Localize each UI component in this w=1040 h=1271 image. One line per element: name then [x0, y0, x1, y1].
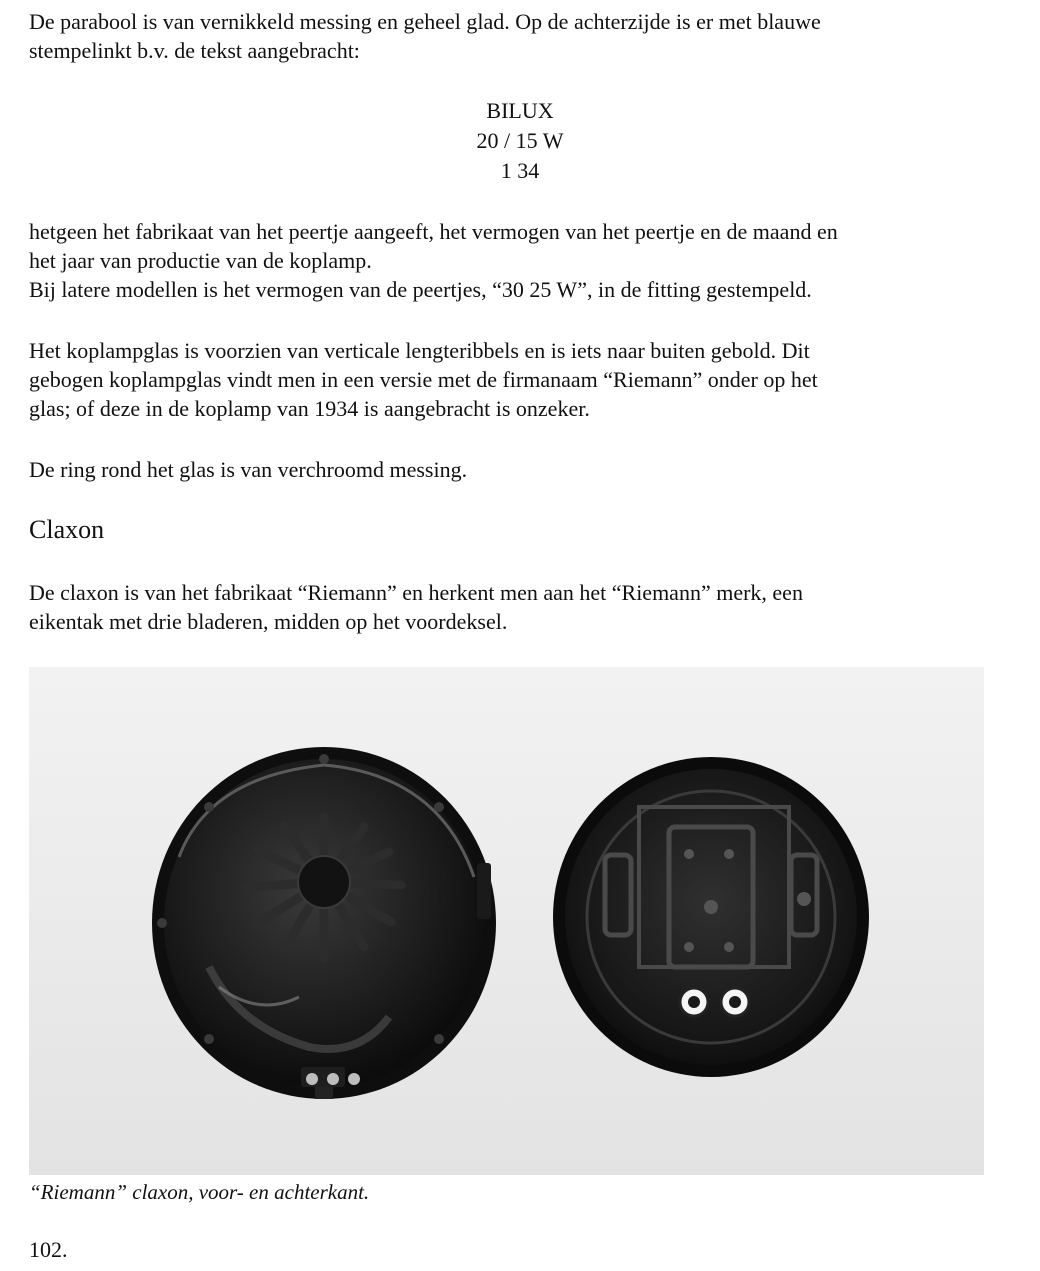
- stamp-date: 1 34: [500, 158, 540, 183]
- horn-photo-drawing: [29, 667, 984, 1175]
- text-line: hetgeen het fabrikaat van het peertje aangeeft, het vermogen van het peertje en de maand en: [29, 219, 838, 244]
- text-line: De claxon is van het fabrikaat “Riemann” en herkent men aan het “Riemann” merk, een: [29, 580, 803, 605]
- paragraph-claxon: [29, 578, 1019, 636]
- text-line: eikentak met drie bladeren, midden op het voordeksel.: [29, 609, 508, 634]
- stamp-text-block: [0, 96, 1040, 186]
- paragraph-ring: [29, 455, 1019, 484]
- horn-photo: [29, 667, 984, 1175]
- text-line: stempelinkt b.v. de tekst aangebracht:: [29, 38, 360, 63]
- page-number: 102.: [29, 1237, 68, 1262]
- section-heading: Claxon: [29, 515, 105, 544]
- photo-caption: “Riemann” claxon, voor- en achterkant.: [29, 1180, 370, 1204]
- text-line: glas; of deze in de koplamp van 1934 is aangebracht is onzeker.: [29, 396, 590, 421]
- text-line: gebogen koplampglas vindt men in een versie met de firmanaam “Riemann” onder op het: [29, 367, 818, 392]
- text-line: De ring rond het glas is van verchroomd messing.: [29, 457, 468, 482]
- horn-front: [152, 747, 496, 1099]
- horn-back: [553, 757, 869, 1077]
- paragraph-parabool: [29, 7, 1019, 65]
- text-line: De parabool is van vernikkeld messing en geheel glad. Op de achterzijde is er met blauwe: [29, 9, 821, 34]
- paragraph-koplampglas: [29, 336, 1019, 423]
- text-line: Het koplampglas is voorzien van verticale lengteribbels en is iets naar buiten gebold. Dit: [29, 338, 810, 363]
- text-line: het jaar van productie van de koplamp.: [29, 248, 372, 273]
- stamp-wattage: 20 / 15 W: [476, 128, 564, 153]
- text-line: Bij latere modellen is het vermogen van de peertjes, “30 25 W”, in de fitting gestempeld.: [29, 277, 812, 302]
- stamp-brand: BILUX: [486, 98, 554, 123]
- paragraph-fabrikaat: [29, 217, 1019, 304]
